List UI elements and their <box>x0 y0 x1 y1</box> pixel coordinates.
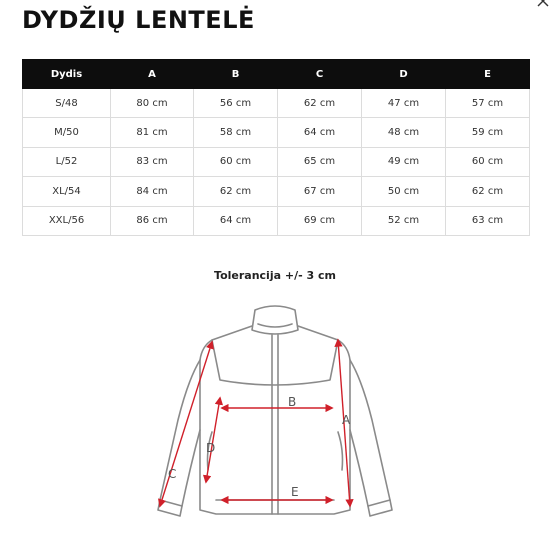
table-cell: 65 cm <box>278 147 362 176</box>
table-cell: M/50 <box>23 118 111 147</box>
arrow-c <box>160 342 212 506</box>
table-row <box>23 147 530 176</box>
table-cell: 83 cm <box>111 147 194 176</box>
tolerance-note: Tolerancija +/- 3 cm <box>214 269 336 282</box>
table-cell: S/48 <box>23 89 111 118</box>
table-cell: 64 cm <box>278 118 362 147</box>
table-cell: XXL/56 <box>23 206 111 235</box>
table-cell: 48 cm <box>362 118 446 147</box>
column-header-b: B <box>194 60 278 89</box>
table-cell: 60 cm <box>446 147 530 176</box>
label-c: C <box>168 467 177 481</box>
table-cell: 59 cm <box>446 118 530 147</box>
jacket-diagram <box>150 300 400 525</box>
table-cell: 63 cm <box>446 206 530 235</box>
close-icon[interactable] <box>536 0 550 8</box>
table-header-row <box>23 60 530 89</box>
table-cell: 81 cm <box>111 118 194 147</box>
table-cell: XL/54 <box>23 177 111 206</box>
table-cell: 52 cm <box>362 206 446 235</box>
column-header-a: A <box>111 60 194 89</box>
table-cell: 64 cm <box>194 206 278 235</box>
table-row <box>23 89 530 118</box>
label-a: A <box>342 413 351 427</box>
table-cell: L/52 <box>23 147 111 176</box>
table-cell: 49 cm <box>362 147 446 176</box>
table-cell: 50 cm <box>362 177 446 206</box>
table-cell: 80 cm <box>111 89 194 118</box>
column-header-c: C <box>278 60 362 89</box>
table-cell: 57 cm <box>446 89 530 118</box>
table-cell: 58 cm <box>194 118 278 147</box>
label-e: E <box>291 485 299 499</box>
column-header-e: E <box>446 60 530 89</box>
arrow-d <box>206 398 220 482</box>
table-cell: 56 cm <box>194 89 278 118</box>
table-cell: 69 cm <box>278 206 362 235</box>
label-b: B <box>288 395 297 409</box>
measurement-arrows <box>160 340 350 506</box>
table-cell: 47 cm <box>362 89 446 118</box>
size-table <box>22 59 530 236</box>
table-cell: 62 cm <box>194 177 278 206</box>
table-cell: 62 cm <box>446 177 530 206</box>
column-header-size: Dydis <box>23 60 111 89</box>
page-title: DYDŽIŲ LENTELĖ <box>22 6 255 34</box>
table-row <box>23 206 530 235</box>
table-cell: 84 cm <box>111 177 194 206</box>
label-d: D <box>206 441 216 455</box>
table-cell: 62 cm <box>278 89 362 118</box>
table-cell: 60 cm <box>194 147 278 176</box>
jacket-outline <box>158 306 392 516</box>
table-row <box>23 177 530 206</box>
column-header-d: D <box>362 60 446 89</box>
table-cell: 67 cm <box>278 177 362 206</box>
table-cell: 86 cm <box>111 206 194 235</box>
table-row <box>23 118 530 147</box>
